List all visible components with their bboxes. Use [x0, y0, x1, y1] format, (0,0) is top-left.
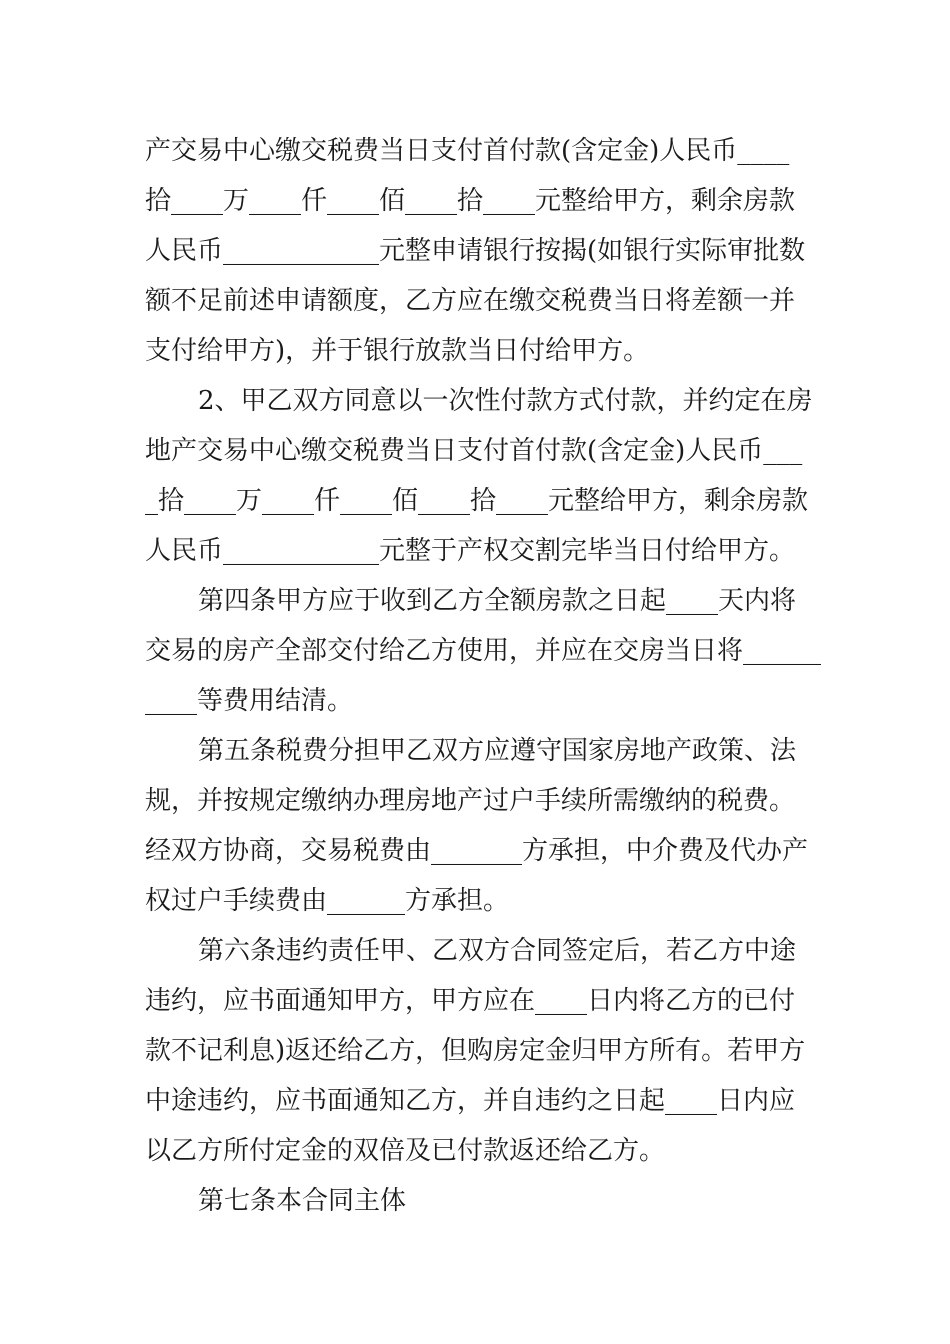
paragraph-start-line: 2、甲乙双方同意以一次性付款方式付款，并约定在房 [198, 386, 813, 416]
text-line: 违约，应书面通知甲方，甲方应在____日内将乙方的已付 [145, 986, 796, 1016]
text-line: 人民币____________元整于产权交割完毕当日付给甲方。 [145, 536, 796, 566]
text-line: 以乙方所付定金的双倍及已付款返还给乙方。 [145, 1136, 666, 1166]
article-four-heading-line: 第四条甲方应于收到乙方全额房款之日起____天内将 [198, 586, 797, 616]
text-line: 经双方协商，交易税费由_______方承担，中介费及代办产 [145, 836, 809, 866]
text-line: 额不足前述申请额度，乙方应在缴交税费当日将差额一并 [145, 286, 796, 316]
text-line: 交易的房产全部交付给乙方使用，并应在交房当日将______ [145, 636, 822, 666]
text-line: 权过户手续费由______方承担。 [145, 886, 510, 916]
text-line: 中途违约，应书面通知乙方，并自违约之日起____日内应 [145, 1086, 796, 1116]
text-line: 人民币____________元整申请银行按揭(如银行实际审批数 [145, 236, 806, 266]
article-five-heading-line: 第五条税费分担甲乙双方应遵守国家房地产政策、法 [198, 736, 797, 766]
text-line: 规，并按规定缴纳办理房地产过户手续所需缴纳的税费。 [145, 786, 796, 816]
text-line: 支付给甲方)，并于银行放款当日付给甲方。 [145, 336, 650, 366]
text-line: 产交易中心缴交税费当日支付首付款(含定金)人民币____ [145, 136, 790, 166]
article-seven-heading-line: 第七条本合同主体 [198, 1186, 407, 1216]
text-line: 款不记利息)返还给乙方，但购房定金归甲方所有。若甲方 [145, 1036, 806, 1066]
text-line: 拾____万____仟____佰____拾____元整给甲方，剩余房款 [145, 186, 796, 216]
text-line: _拾____万____仟____佰____拾____元整给甲方，剩余房款 [145, 486, 809, 516]
text-line: 地产交易中心缴交税费当日支付首付款(含定金)人民币___ [145, 436, 803, 466]
text-line: ____等费用结清。 [145, 686, 354, 716]
article-six-heading-line: 第六条违约责任甲、乙双方合同签定后，若乙方中途 [198, 936, 797, 966]
